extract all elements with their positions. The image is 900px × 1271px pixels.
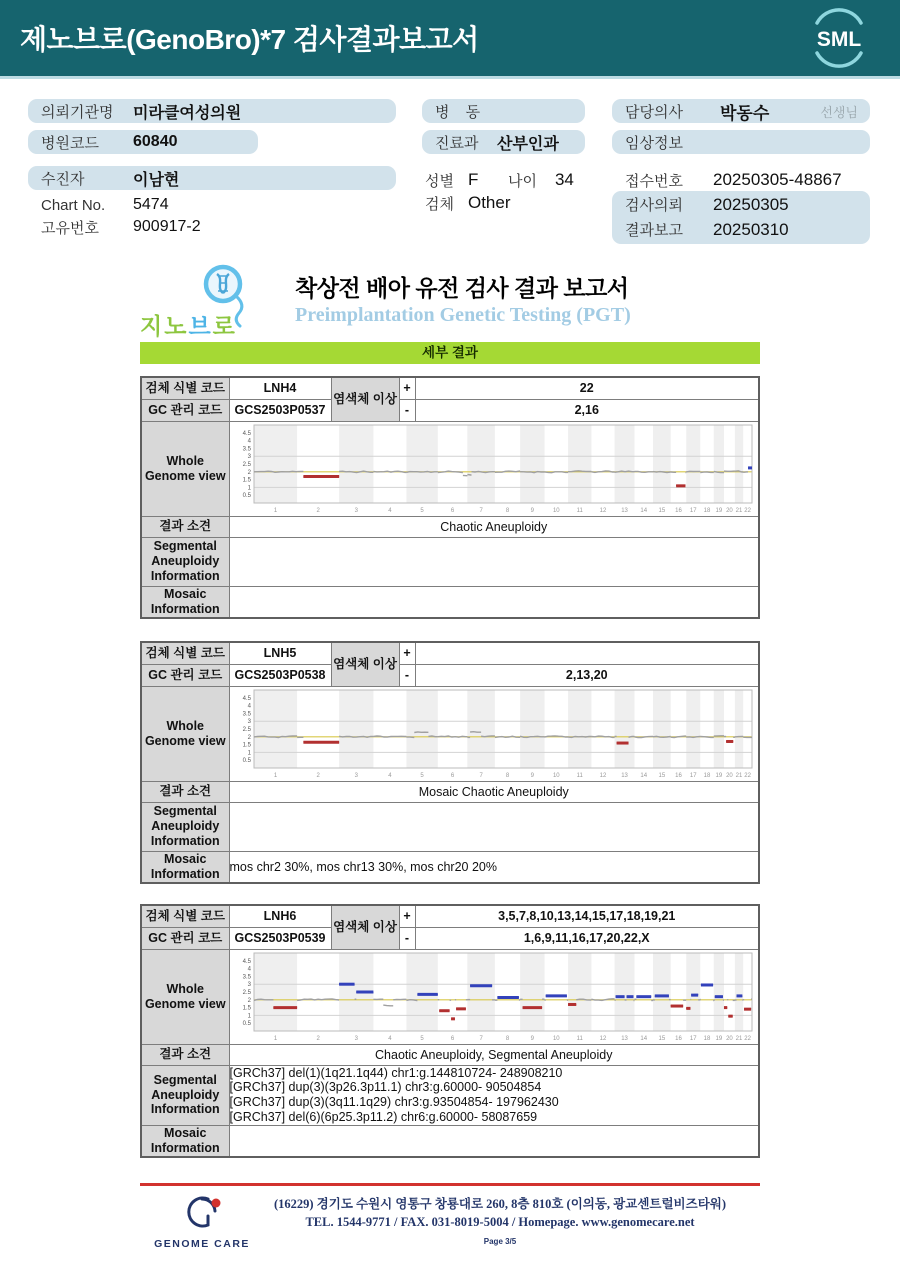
result-value: Chaotic Aneuploidy [229, 516, 759, 537]
svg-text:22: 22 [743, 1035, 751, 1042]
svg-text:20: 20 [725, 772, 733, 779]
svg-text:7: 7 [478, 1035, 483, 1042]
field-label: 의뢰기관명 [41, 103, 114, 121]
field-value: 20250310 [713, 219, 789, 239]
field-label: 나이 [507, 172, 537, 190]
svg-text:8: 8 [505, 1035, 509, 1042]
minus-sign: - [399, 399, 415, 421]
field-label: 결과보고 [625, 222, 683, 239]
sample-table-lnh4 [140, 376, 760, 619]
svg-text:14: 14 [639, 772, 647, 779]
svg-text:3: 3 [354, 772, 358, 779]
mosaic-label: Mosaic Information [141, 851, 229, 883]
gc-code-value: GCS2503P0537 [229, 399, 331, 421]
segmental-line: [GRCh37] dup(3)(3p26.3p11.1) chr3:g.60000- 90504854 [229, 1080, 542, 1095]
doctor-honorific: 선생님 [820, 104, 858, 120]
genobro-logo-char: 노 [164, 313, 189, 339]
svg-text:2.5: 2.5 [242, 989, 251, 996]
table-row [141, 421, 759, 516]
svg-text:19: 19 [715, 507, 722, 514]
sample-id-value: LNH4 [229, 377, 331, 399]
svg-text:1: 1 [247, 749, 251, 756]
field-chart-no [28, 193, 396, 217]
header-underline [0, 76, 900, 79]
mosaic-label: Mosaic Information [141, 586, 229, 618]
svg-text:0.5: 0.5 [242, 757, 251, 764]
genome-view-label: Whole Genome view [141, 686, 229, 781]
table-row [141, 586, 759, 618]
svg-text:22: 22 [743, 507, 751, 514]
svg-text:0.5: 0.5 [242, 1020, 251, 1027]
segmental-label: Segmental Aneuploidy Information [141, 537, 229, 586]
field-doctor [612, 99, 870, 123]
field-label: 검사의뢰 [625, 197, 683, 214]
svg-text:4: 4 [247, 966, 251, 973]
table-row [141, 851, 759, 883]
genome-view-label: Whole Genome view [141, 421, 229, 516]
svg-text:13: 13 [620, 772, 628, 779]
svg-text:16: 16 [674, 1035, 682, 1042]
svg-text:12: 12 [599, 772, 606, 779]
svg-text:10: 10 [552, 1035, 560, 1042]
footer-divider [140, 1183, 760, 1186]
field-value: Other [467, 193, 511, 212]
field-label: 고유번호 [41, 219, 99, 237]
field-clinical-info [612, 130, 870, 154]
field-unique-no [28, 215, 396, 239]
pgt-report [140, 262, 760, 1158]
plus-sign: + [399, 642, 415, 664]
genome-view-cell [229, 686, 759, 781]
gc-code-value: GCS2503P0538 [229, 664, 331, 686]
field-value: 미라클여성의원 [133, 104, 242, 122]
field-requesting-org [28, 99, 396, 123]
genome-view-label: Whole Genome view [141, 949, 229, 1044]
chromosome-abnormality-label: 염색체 이상 [331, 642, 399, 686]
svg-text:4: 4 [387, 772, 392, 779]
svg-text:14: 14 [639, 1035, 647, 1042]
svg-text:12: 12 [599, 1035, 606, 1042]
sample-id-label: 검체 식별 코드 [141, 377, 229, 399]
svg-text:8: 8 [505, 507, 509, 514]
svg-text:2: 2 [315, 507, 320, 514]
table-row [141, 905, 759, 927]
field-label: 검체 [425, 195, 454, 213]
svg-text:15: 15 [658, 507, 665, 514]
segmental-label: Segmental Aneuploidy Information [141, 1065, 229, 1125]
result-label: 결과 소견 [141, 516, 229, 537]
segmental-value [229, 802, 759, 851]
svg-text:5: 5 [419, 507, 424, 514]
gc-code-value: GCS2503P0539 [229, 927, 331, 949]
genomecare-logo-text: GENOME CARE [154, 1238, 250, 1250]
svg-text:10: 10 [552, 507, 560, 514]
svg-text:20: 20 [725, 1035, 733, 1042]
svg-text:21: 21 [735, 772, 742, 779]
sample-id-value: LNH6 [229, 905, 331, 927]
result-label: 결과 소견 [141, 781, 229, 802]
plus-sign: + [399, 905, 415, 927]
table-row [141, 802, 759, 851]
svg-text:4.5: 4.5 [242, 958, 251, 965]
gain-chromosomes: 3,5,7,8,10,13,14,15,17,18,19,21 [415, 905, 759, 927]
genome-view-chart [230, 950, 758, 1044]
table-row [141, 1125, 759, 1157]
svg-text:8: 8 [505, 772, 509, 779]
gc-code-label: GC 관리 코드 [141, 664, 229, 686]
svg-text:6: 6 [450, 507, 454, 514]
result-value: Mosaic Chaotic Aneuploidy [229, 781, 759, 802]
field-label: 수진자 [41, 170, 85, 188]
table-row [141, 537, 759, 586]
table-row [141, 377, 759, 399]
field-hospital-code [28, 130, 258, 154]
gc-code-label: GC 관리 코드 [141, 927, 229, 949]
sample-id-value: LNH5 [229, 642, 331, 664]
field-label: 접수번호 [625, 172, 683, 190]
svg-text:2: 2 [247, 469, 251, 476]
svg-text:13: 13 [620, 1035, 628, 1042]
svg-text:17: 17 [689, 1035, 697, 1042]
svg-text:1: 1 [247, 1012, 251, 1019]
table-row [141, 1065, 759, 1125]
field-value: 900917-2 [133, 218, 201, 235]
plus-sign: + [399, 377, 415, 399]
chromosome-abnormality-label: 염색체 이상 [331, 377, 399, 421]
svg-text:15: 15 [658, 1035, 665, 1042]
svg-text:18: 18 [703, 507, 710, 514]
svg-text:6: 6 [450, 1035, 454, 1042]
svg-text:9: 9 [530, 772, 534, 779]
svg-text:5: 5 [419, 772, 424, 779]
genome-view-chart [230, 422, 758, 516]
svg-text:2: 2 [247, 734, 251, 741]
segmental-value [229, 537, 759, 586]
svg-text:4.5: 4.5 [242, 430, 251, 437]
svg-text:5: 5 [419, 1035, 424, 1042]
table-row [141, 642, 759, 664]
svg-text:13: 13 [620, 507, 628, 514]
table-row [141, 927, 759, 949]
field-value: 34 [554, 170, 574, 189]
svg-text:3: 3 [247, 453, 251, 460]
field-receipt-no [612, 168, 882, 192]
field-ward [422, 99, 585, 123]
svg-text:9: 9 [530, 1035, 534, 1042]
genome-view-cell [229, 949, 759, 1044]
report-header [0, 0, 900, 76]
genobro-logo-char: 로 [212, 313, 237, 339]
chromosome-abnormality-label: 염색체 이상 [331, 905, 399, 949]
svg-text:12: 12 [599, 507, 606, 514]
field-department [422, 130, 585, 154]
svg-text:19: 19 [715, 1035, 722, 1042]
svg-text:20: 20 [725, 507, 733, 514]
genomecare-logo-icon [178, 1194, 226, 1232]
table-row [141, 781, 759, 802]
sample-table-lnh6 [140, 904, 760, 1158]
svg-text:7: 7 [478, 772, 483, 779]
svg-text:2: 2 [315, 1035, 320, 1042]
gain-chromosomes [415, 642, 759, 664]
field-value: 박동수 [720, 103, 770, 123]
svg-text:2: 2 [247, 997, 251, 1004]
sample-id-label: 검체 식별 코드 [141, 905, 229, 927]
genobro-logo-text [140, 308, 237, 341]
svg-text:3.5: 3.5 [242, 973, 251, 980]
svg-text:11: 11 [576, 772, 583, 779]
svg-text:11: 11 [576, 507, 583, 514]
footer-contact: TEL. 1544-9771 / FAX. 031-8019-5004 / Homepage. www.genomecare.net [305, 1214, 695, 1229]
section-bar-detail-results: 세부 결과 [140, 342, 760, 364]
field-label: Chart No. [41, 196, 106, 214]
svg-text:3: 3 [354, 507, 358, 514]
svg-text:3.5: 3.5 [242, 445, 251, 452]
mosaic-value [229, 586, 759, 618]
report-title: 착상전 배아 유전 검사 결과 보고서 [295, 275, 629, 301]
field-value: 산부인과 [497, 135, 559, 153]
svg-text:1.5: 1.5 [242, 742, 251, 749]
table-row [141, 399, 759, 421]
svg-text:4.5: 4.5 [242, 695, 251, 702]
table-row [141, 1044, 759, 1065]
loss-chromosomes: 1,6,9,11,16,17,20,22,X [415, 927, 759, 949]
footer-address: (16229) 경기도 수원시 영통구 창룡대로 260, 8층 810호 (이의동, 광교센트럴비즈타워) [273, 1197, 727, 1211]
sml-logo-text: SML [816, 28, 862, 51]
report-title-block [140, 262, 760, 342]
mosaic-value: mos chr2 30%, mos chr13 30%, mos chr20 20% [229, 851, 759, 883]
sample-id-label: 검체 식별 코드 [141, 642, 229, 664]
field-patient [28, 166, 396, 190]
loss-chromosomes: 2,16 [415, 399, 759, 421]
svg-text:7: 7 [478, 507, 483, 514]
mosaic-value [229, 1125, 759, 1157]
footer-address-block [240, 1196, 760, 1231]
result-value: Chaotic Aneuploidy, Segmental Aneuploidy [229, 1044, 759, 1065]
mosaic-label: Mosaic Information [141, 1125, 229, 1157]
svg-text:11: 11 [576, 1035, 583, 1042]
field-label: 임상정보 [625, 134, 683, 152]
svg-text:0.5: 0.5 [242, 492, 251, 499]
loss-chromosomes: 2,13,20 [415, 664, 759, 686]
field-specimen [425, 191, 625, 215]
svg-text:21: 21 [735, 507, 742, 514]
genobro-logo-char: 지 [140, 313, 165, 339]
page-number: Page 3/5 [483, 1237, 517, 1246]
segmental-label: Segmental Aneuploidy Information [141, 802, 229, 851]
segmental-line: [GRCh37] del(6)(6p25.3p11.2) chr6:g.60000- 58087659 [229, 1109, 538, 1124]
gc-code-label: GC 관리 코드 [141, 399, 229, 421]
table-row [141, 686, 759, 781]
svg-text:3.5: 3.5 [242, 710, 251, 717]
svg-text:19: 19 [715, 772, 722, 779]
svg-text:14: 14 [639, 507, 647, 514]
svg-text:18: 18 [703, 772, 710, 779]
svg-text:16: 16 [674, 772, 682, 779]
svg-text:1: 1 [273, 1035, 277, 1042]
field-value: F [467, 170, 479, 189]
svg-text:1: 1 [273, 507, 277, 514]
minus-sign: - [399, 664, 415, 686]
svg-text:4: 4 [387, 1035, 392, 1042]
svg-text:2.5: 2.5 [242, 461, 251, 468]
svg-text:1: 1 [247, 484, 251, 491]
svg-text:17: 17 [689, 507, 697, 514]
field-value: 20250305 [713, 194, 789, 214]
field-value: 60840 [133, 133, 178, 150]
svg-text:1.5: 1.5 [242, 477, 251, 484]
field-label: 성별 [425, 172, 454, 190]
field-dates-box [612, 191, 870, 244]
result-label: 결과 소견 [141, 1044, 229, 1065]
table-row [141, 516, 759, 537]
svg-text:16: 16 [674, 507, 682, 514]
svg-text:2: 2 [315, 772, 320, 779]
table-row [141, 664, 759, 686]
table-row [141, 949, 759, 1044]
svg-text:1.5: 1.5 [242, 1005, 251, 1012]
field-label: 병 동 [435, 103, 481, 121]
svg-text:3: 3 [247, 718, 251, 725]
svg-text:3: 3 [354, 1035, 358, 1042]
svg-text:1: 1 [273, 772, 277, 779]
field-label: 진료과 [435, 134, 479, 152]
svg-text:4: 4 [387, 507, 392, 514]
genome-view-cell [229, 421, 759, 516]
genobro-logo-char: 브 [188, 313, 213, 339]
segmental-value [229, 1065, 759, 1125]
field-label: 담당의사 [625, 103, 683, 121]
field-report-date [612, 217, 870, 242]
svg-text:21: 21 [735, 1035, 742, 1042]
minus-sign: - [399, 927, 415, 949]
gain-chromosomes: 22 [415, 377, 759, 399]
genome-view-chart [230, 687, 758, 781]
svg-text:3: 3 [247, 981, 251, 988]
field-value: 20250305-48867 [713, 170, 842, 189]
field-value: 5474 [133, 196, 169, 213]
sml-logo [804, 5, 874, 71]
svg-text:22: 22 [743, 772, 751, 779]
svg-text:10: 10 [552, 772, 560, 779]
svg-text:9: 9 [530, 507, 534, 514]
field-sex-age [425, 168, 625, 192]
svg-text:15: 15 [658, 772, 665, 779]
segmental-line: [GRCh37] dup(3)(3q11.1q29) chr3:g.93504854- 197962430 [229, 1095, 559, 1109]
report-subtitle: Preimplantation Genetic Testing (PGT) [295, 304, 631, 326]
field-label: 병원코드 [41, 134, 99, 152]
field-value: 이남현 [133, 171, 180, 189]
svg-text:17: 17 [689, 772, 697, 779]
sample-table-lnh5 [140, 641, 760, 884]
svg-text:4: 4 [247, 438, 251, 445]
svg-text:6: 6 [450, 772, 454, 779]
field-request-date [612, 192, 870, 217]
svg-text:18: 18 [703, 1035, 710, 1042]
page-title: 제노브로(GenoBro)*7 검사결과보고서 [20, 24, 479, 55]
segmental-line: [GRCh37] del(1)(1q21.1q44) chr1:g.144810724- 248908210 [229, 1065, 563, 1080]
svg-text:2.5: 2.5 [242, 726, 251, 733]
svg-text:4: 4 [247, 703, 251, 710]
